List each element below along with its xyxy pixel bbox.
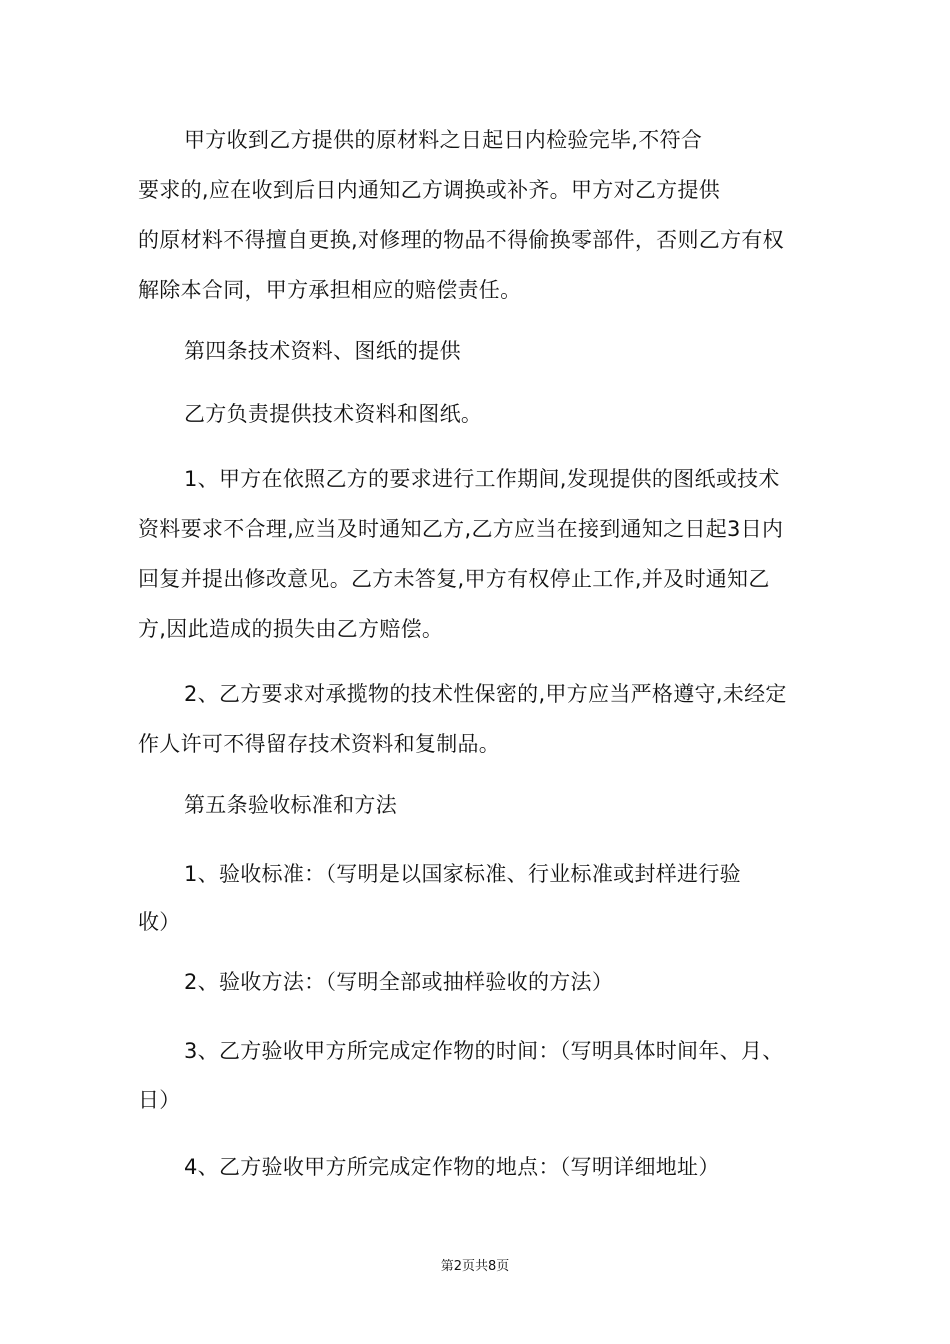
paragraph-line: 2、验收方法：（写明全部或抽样验收的方法） xyxy=(184,970,614,994)
paragraph-line: 的原材料不得擅自更换,对修理的物品不得偷换零部件，否则乙方有权 xyxy=(138,228,784,252)
page-number: 第2页共8页 xyxy=(440,1259,510,1274)
paragraph-line: 1、验收标准：（写明是以国家标准、行业标准或封样进行验 xyxy=(184,862,741,886)
paragraph-line: 3、乙方验收甲方所完成定作物的时间：（写明具体时间年、月、 xyxy=(184,1039,784,1063)
paragraph-line: 要求的,应在收到后日内通知乙方调换或补齐。甲方对乙方提供 xyxy=(138,178,721,202)
paragraph-line: 4、乙方验收甲方所完成定作物的地点：（写明详细地址） xyxy=(184,1155,720,1179)
paragraph-line: 日） xyxy=(138,1088,181,1112)
paragraph-line: 1、甲方在依照乙方的要求进行工作期间,发现提供的图纸或技术 xyxy=(184,467,780,491)
section-heading: 第五条验收标准和方法 xyxy=(184,793,397,817)
paragraph-line: 方,因此造成的损失由乙方赔偿。 xyxy=(138,617,444,641)
paragraph-line: 甲方收到乙方提供的原材料之日起日内检验完毕,不符合 xyxy=(184,128,703,152)
paragraph-line: 乙方负责提供技术资料和图纸。 xyxy=(184,402,483,426)
paragraph-line: 回复并提出修改意见。乙方未答复,甲方有权停止工作,并及时通知乙 xyxy=(138,567,770,591)
paragraph-line: 2、乙方要求对承揽物的技术性保密的,甲方应当严格遵守,未经定 xyxy=(184,682,787,706)
paragraph-line: 解除本合同，甲方承担相应的赔偿责任。 xyxy=(138,278,522,302)
paragraph-line: 资料要求不合理,应当及时通知乙方,乙方应当在接到通知之日起3日内 xyxy=(138,517,784,541)
paragraph-line: 收） xyxy=(138,910,181,934)
paragraph-line: 作人许可不得留存技术资料和复制品。 xyxy=(138,732,501,756)
section-heading: 第四条技术资料、图纸的提供 xyxy=(184,339,461,363)
